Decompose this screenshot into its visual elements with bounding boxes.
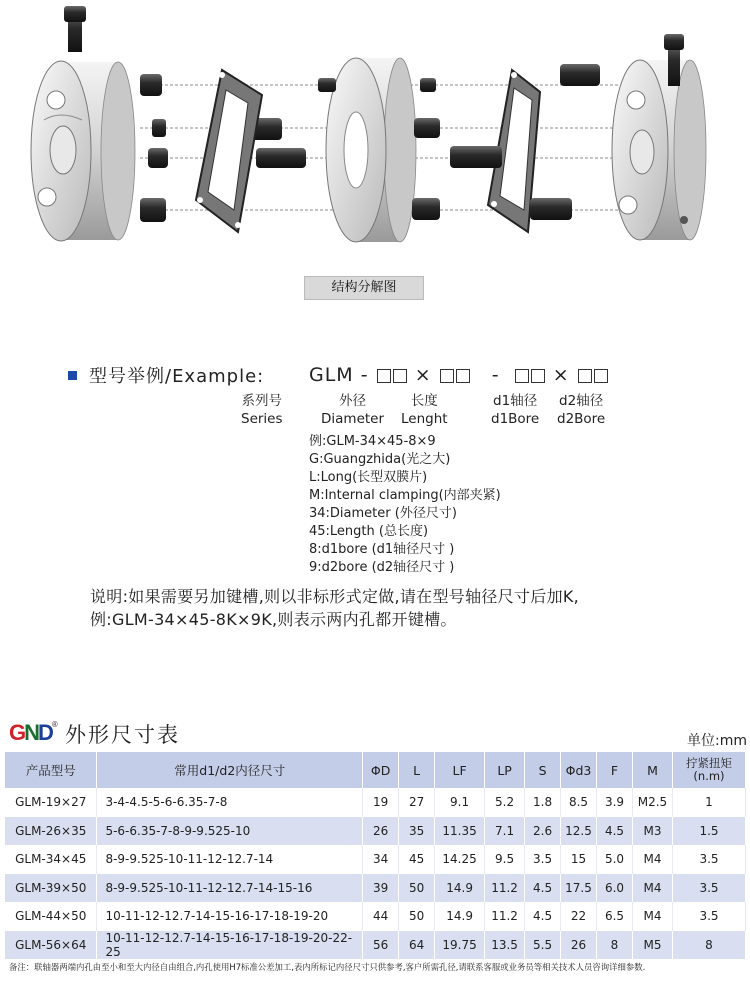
left-hub [31,6,135,241]
table-cell: 3.5 [672,874,745,903]
keyway-note [90,585,579,631]
right-hub [612,34,706,240]
table-cell: 3.5 [525,845,561,874]
table-row [5,817,746,846]
example-line: 45:Length (总长度) [309,524,429,539]
table-row [5,902,746,931]
table-cell: 5-6-6.35-7-8-9-9.525-10 [97,817,363,846]
col-bore-range: 常用d1/d2内径尺寸 [97,752,363,788]
table-row [5,931,746,960]
table-cell: 13.5 [485,931,525,960]
example-line: 34:Diameter (外径尺寸) [309,506,457,521]
table-cell: GLM-19×27 [5,788,97,817]
table-cell: 7.1 [485,817,525,846]
diagram-caption: 结构分解图 [304,276,424,300]
table-cell: 26 [561,931,597,960]
placeholder-box [578,369,592,383]
table-cell: 10-11-12-12.7-14-15-16-17-18-19-20-22-25 [97,931,363,960]
table-cell: GLM-26×35 [5,817,97,846]
table-cell: M4 [632,845,672,874]
placeholder-box [440,369,454,383]
table-title: 外形尺寸表 [65,723,180,747]
table-cell: M4 [632,902,672,931]
example-explanation [309,433,501,577]
part-length: 长度 Lenght [401,393,448,427]
part-diameter: 外径 Diameter [321,393,385,427]
table-cell: 11.35 [435,817,485,846]
table-cell: GLM-34×45 [5,845,97,874]
col-f: F [597,752,633,788]
example-line: L:Long(长型双膜片) [309,470,428,485]
table-cell: 50 [399,874,435,903]
table-cell: 14.9 [435,902,485,931]
gnd-logo: GND® [9,720,58,745]
table-cell: 34 [363,845,399,874]
table-cell: 8.5 [561,788,597,817]
placeholder-box [515,369,529,383]
table-header-row [5,752,746,788]
table-cell: 6.0 [597,874,633,903]
table-cell: 44 [363,902,399,931]
col-lf: LF [435,752,485,788]
table-cell: 9.1 [435,788,485,817]
model-code-template [309,364,609,386]
table-cell: 4.5 [597,817,633,846]
example-line: 8:d1bore (d1轴径尺寸 ) [309,542,455,557]
remark-note: 备注：联轴器两端内孔由至小和至大内径自由组合,内孔使用H7标准公差加工,表内所标记内径尺寸只供参考,客户所需孔径,请联系客服或业务员等相关技术人员咨询详细参数. [9,962,646,972]
table-cell: 4.5 [525,902,561,931]
table-cell: 3.9 [597,788,633,817]
times-sign: × [414,364,432,386]
table-cell: 6.5 [597,902,633,931]
note-line: 说明:如果需要另加键槽,则以非标形式定做,请在型号轴径尺寸后加K, [90,587,580,606]
table-cell: 1.5 [672,817,745,846]
note-line: 例:GLM-34×45-8K×9K,则表示两内孔都开键槽。 [90,610,457,629]
table-cell: 3-4-4.5-5-6-6.35-7-8 [97,788,363,817]
table-cell: M2.5 [632,788,672,817]
times-sign: × [552,364,570,386]
table-cell: 1 [672,788,745,817]
table-cell: 8-9-9.525-10-11-12-12.7-14 [97,845,363,874]
table-cell: 45 [399,845,435,874]
table-cell: 64 [399,931,435,960]
col-od: ΦD [363,752,399,788]
table-cell: M5 [632,931,672,960]
table-cell: 8 [672,931,745,960]
table-cell: 11.2 [485,874,525,903]
model-example [68,362,728,388]
table-cell: 8-9-9.525-10-11-12-12.7-14-15-16 [97,874,363,903]
table-cell: M4 [632,874,672,903]
exploded-coupling-diagram [0,0,750,262]
table-row [5,874,746,903]
part-series: 系列号 Series [241,393,283,427]
example-title: 型号举例/Example: [89,366,265,387]
table-cell: M3 [632,817,672,846]
placeholder-box [377,369,391,383]
table-cell: 17.5 [561,874,597,903]
table-cell: GLM-56×64 [5,931,97,960]
col-torque: 拧紧扭矩 (n.m) [672,752,745,788]
placeholder-box [531,369,545,383]
table-cell: GLM-39×50 [5,874,97,903]
example-line: G:Guangzhida(光之大) [309,452,451,467]
table-cell: 15 [561,845,597,874]
table-cell: 12.5 [561,817,597,846]
table-cell: 9.5 [485,845,525,874]
example-line: 9:d2bore (d2轴径尺寸 ) [309,560,455,575]
table-cell: 10-11-12-12.7-14-15-16-17-18-19-20 [97,902,363,931]
col-d3: Φd3 [561,752,597,788]
table-cell: 11.2 [485,902,525,931]
table-cell: 56 [363,931,399,960]
placeholder-box [594,369,608,383]
left-diaphragm [196,70,262,232]
col-s: S [525,752,561,788]
table-cell: 26 [363,817,399,846]
table-cell: 14.25 [435,845,485,874]
table-cell: 22 [561,902,597,931]
col-l: L [399,752,435,788]
dimension-table [5,752,746,959]
table-cell: 27 [399,788,435,817]
table-cell: 4.5 [525,874,561,903]
table-cell: 19 [363,788,399,817]
part-d1bore: d1轴径 d1Bore [491,393,540,427]
placeholder-box [456,369,470,383]
table-cell: 5.0 [597,845,633,874]
table-cell: 2.6 [525,817,561,846]
code-prefix: GLM - [309,364,369,386]
dash-sign: - [491,364,500,386]
example-line: M:Internal clamping(内部夹紧) [309,488,501,503]
table-cell: 19.75 [435,931,485,960]
table-cell: 35 [399,817,435,846]
table-cell: GLM-44×50 [5,902,97,931]
table-cell: 5.5 [525,931,561,960]
part-d2bore: d2轴径 d2Bore [557,393,606,427]
table-cell: 50 [399,902,435,931]
table-cell: 3.5 [672,902,745,931]
table-cell: 1.8 [525,788,561,817]
table-cell: 8 [597,931,633,960]
table-header-bar [9,718,749,748]
bullet-square [68,371,77,380]
table-row [5,845,746,874]
table-row [5,788,746,817]
col-lp: LP [485,752,525,788]
example-line: 例:GLM-34×45-8×9 [309,434,436,449]
center-spacer [318,58,440,242]
table-cell: 14.9 [435,874,485,903]
placeholder-box [393,369,407,383]
col-model: 产品型号 [5,752,97,788]
unit-label: 单位:mm [687,733,747,749]
table-cell: 39 [363,874,399,903]
col-m: M [632,752,672,788]
table-cell: 5.2 [485,788,525,817]
table-cell: 3.5 [672,845,745,874]
